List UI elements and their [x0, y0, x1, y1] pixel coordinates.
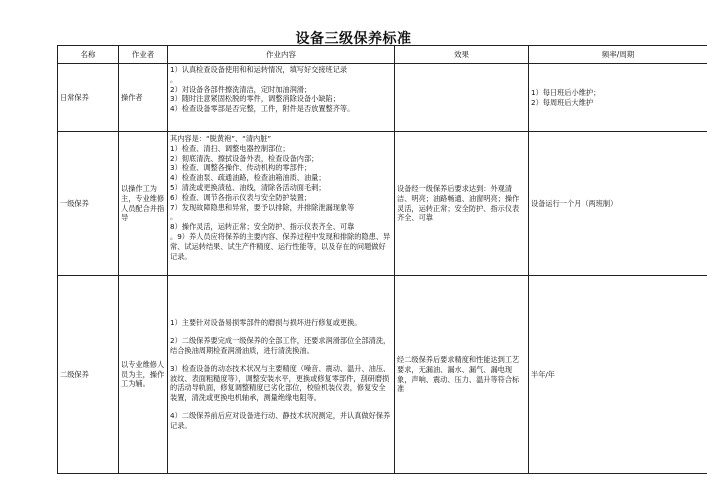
- page-title: 设备三级保养标准: [295, 31, 412, 47]
- header-effect: 效果: [395, 46, 529, 64]
- content-line: 3）检查设备的动态技术状况与主要精度（噪音、震动、温升、油压、波纹、表面粗糙度等），调整安装水平，更换或修复零部件，刮研磨损的活动导轨面，修复调整精度已劣化部位，校验机装仪表，修复安全装置，清洗或更换电机轴承，测量绝缘电阻等。: [170, 363, 391, 403]
- row-operator: 操作者: [119, 64, 168, 132]
- frequency-line: 设备运行一个月（两班制）: [531, 198, 618, 208]
- header-frequency: 频率/周期: [529, 46, 707, 64]
- row-name: 一级保养: [58, 132, 119, 276]
- row-name: 日常保养: [58, 64, 119, 132]
- content-line: 2）对设备各部件擦洗清洁，定时加油润滑；: [170, 84, 312, 94]
- row-effect: 设备经一级保养后要求达到：外观清洁、明亮；油路畅通、油窗明亮；操作灵活，运转正常；安全防护、指示仪表齐全、可靠: [395, 132, 529, 276]
- frequency-line: 2）每周班后大维护: [531, 97, 594, 107]
- content-line: 2）彻底清洗、擦拭设备外表，检查设备内部；: [170, 153, 319, 163]
- frequency-line: 1）每日班后小维护；: [531, 87, 601, 97]
- content-line: 4）检查油泵、疏通油路，检查油箱油质、油量；: [170, 173, 326, 183]
- header-name: 名称: [58, 46, 119, 64]
- content-line: 1）检查、清扫、调整电器控制部位；: [170, 143, 290, 153]
- row-operator: 以操作工为主，专业维修人员配合并指导: [119, 132, 168, 276]
- content-line: 6）检查、调节各指示仪表与安全防护装置；: [170, 192, 312, 202]
- content-line: 3）随时注意紧固松脱的零件，调整消除设备小缺陷；: [170, 94, 340, 104]
- row-content: [168, 132, 395, 276]
- table-header-row: [58, 46, 707, 64]
- row-frequency: [529, 276, 707, 474]
- content-line: 8）操作灵活，运转正常；安全防护、指示仪表齐全、可靠: [170, 222, 355, 232]
- content-line: 。9）养人员应将保养的主要内容、保养过程中发现和排除的隐患、异常、试运转结果、试生产件精度、运行性能等，以及存在的问题做好记录。: [170, 231, 391, 261]
- table-row-level-two: [58, 276, 707, 474]
- row-content: [168, 276, 395, 474]
- content-line: 7）发现故障隐患和异常，要予以排除，并排除泄漏现象等: [170, 202, 355, 212]
- row-effect: [395, 64, 529, 132]
- content-line: 5）清洗或更换渍毡、油线，清除各活动面毛刺；: [170, 182, 326, 192]
- table-row-level-one: [58, 132, 707, 276]
- table-row-daily: [58, 64, 707, 132]
- row-effect: 经二级保养后要求精度和性能达到工艺要求，无漏油、漏水、漏气、漏电现象，声响、震动、压力、温升等符合标准: [395, 276, 529, 474]
- content-line: 2）二级保养要完成一级保养的全部工作，还要求润滑部位全部清洗，结合换油周期检查润滑油质，进行清洗换油。: [170, 336, 391, 355]
- row-operator: 以专业维修人员为主，操作工为辅。: [119, 276, 168, 474]
- content-line: 4）检查设备零部是否完整，工件，附件是否放置整齐等。: [170, 104, 355, 114]
- content-line: 1）认真检查设备使用和和运转情况，填写好交接班记录: [170, 65, 348, 74]
- header-operator: 作业者: [119, 46, 168, 64]
- content-line: 3）检查、调整各操作、传动机构的零部件；: [170, 163, 312, 173]
- content-line: 。: [170, 74, 178, 84]
- row-name: 二级保养: [58, 276, 119, 474]
- content-line: 其内容是：“脱黄袍”、“清内脏”: [170, 134, 272, 143]
- content-line: 1）主要针对设备易损零部件的磨损与损坏进行修复或更换。: [170, 318, 362, 328]
- row-frequency: [529, 64, 707, 132]
- content-line: 。: [170, 212, 178, 222]
- header-content: 作业内容: [168, 46, 395, 64]
- maintenance-standard-table: [57, 45, 707, 474]
- content-line: 4）二级保养前后应对设备进行动、静技术状况测定，并认真做好保养记录。: [170, 410, 391, 430]
- frequency-line: 半年/年: [531, 369, 555, 379]
- row-content: [168, 64, 395, 132]
- row-frequency: [529, 132, 707, 276]
